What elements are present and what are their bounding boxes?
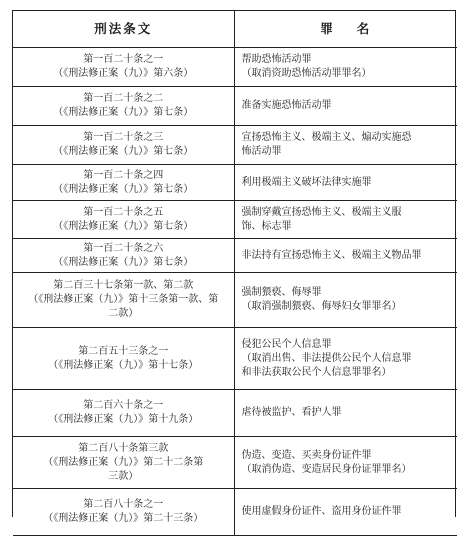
article-cell xyxy=(13,273,234,328)
crime-text-line: 虐待被监护、看护人罪 xyxy=(241,407,342,418)
table-row xyxy=(13,201,457,239)
article-text-line: （《刑法修正案（九）》第二十二条第 xyxy=(43,456,204,468)
table-row xyxy=(13,328,457,390)
article-text-line: 第二百六十条之一 xyxy=(83,400,164,411)
article-text-line: 第一百二十条之一 xyxy=(83,54,164,65)
crime-table-frame xyxy=(12,10,456,524)
article-text-line: 第二百八十条第三款 xyxy=(78,442,169,454)
article-text-line: 第一百二十条之四 xyxy=(83,169,164,181)
crime-cell xyxy=(234,239,457,273)
crime-text-line: （取消资助恐怖活动罪罪名） xyxy=(241,68,372,79)
table-row xyxy=(13,390,457,437)
article-cell xyxy=(13,126,234,165)
crime-cell xyxy=(234,126,457,165)
crime-text-line: （取消出售、非法提供公民个人信息罪 xyxy=(241,352,412,364)
article-text-line: 三款） xyxy=(108,470,139,482)
crime-cell xyxy=(234,165,457,201)
article-cell xyxy=(13,201,234,239)
table-row xyxy=(13,126,457,165)
article-text-line: （《刑法修正案（九）》第七条） xyxy=(53,183,194,195)
article-cell xyxy=(13,390,234,437)
article-cell xyxy=(13,239,234,273)
crime-cell xyxy=(234,87,457,126)
article-text-line: （《刑法修正案（九）》第七条） xyxy=(53,146,194,157)
crime-text-line: 伪造、变造、买卖身份证件罪 xyxy=(241,449,372,461)
article-text-line: （《刑法修正案（九）》第二十三条） xyxy=(43,513,204,524)
article-text-line: 第一百二十条之五 xyxy=(83,206,164,218)
table-row xyxy=(13,165,457,201)
article-text-line: （《刑法修正案（九）》第十九条） xyxy=(48,414,199,425)
crime-cell xyxy=(234,489,457,536)
table-row xyxy=(13,273,457,328)
crime-cell xyxy=(234,328,457,390)
header-crime xyxy=(234,11,457,48)
article-text-line: 第二百三十七条第一款、第二款 xyxy=(53,280,194,291)
article-text-line: （《刑法修正案（九）》第六条） xyxy=(53,68,194,79)
crime-text-line: 和非法获取公民个人信息罪罪名） xyxy=(241,366,392,378)
crime-text-line: 怖活动罪 xyxy=(241,146,282,157)
article-text-line: （《刑法修正案（九）》第十七条） xyxy=(48,359,199,371)
crime-text-line: 非法持有宣扬恐怖主义、极端主义物品罪 xyxy=(241,249,422,261)
header-crime-part2: 名 xyxy=(356,21,372,36)
table-row xyxy=(13,239,457,273)
crime-cell xyxy=(234,273,457,328)
crime-text-line: 强制穿戴宣扬恐怖主义、极端主义服 xyxy=(241,206,402,218)
crime-text-line: （取消强制猥亵、侮辱妇女罪罪名） xyxy=(241,301,402,312)
article-cell xyxy=(13,48,234,87)
crime-text-line: 准备实施恐怖活动罪 xyxy=(241,100,332,111)
crime-cell xyxy=(234,390,457,437)
article-cell xyxy=(13,165,234,201)
article-text-line: （《刑法修正案（九）》第七条） xyxy=(53,256,194,268)
header-crime-part1: 罪 xyxy=(320,21,335,36)
table-header-row xyxy=(13,11,457,48)
article-cell xyxy=(13,489,234,536)
crime-text-line: 利用极端主义破坏法律实施罪 xyxy=(241,176,372,188)
article-text-line: （《刑法修正案（九）》第七条） xyxy=(53,220,194,232)
article-cell xyxy=(13,437,234,489)
crime-cell xyxy=(234,201,457,239)
article-cell xyxy=(13,328,234,390)
article-text-line: 第一百二十条之三 xyxy=(83,132,164,143)
article-text-line: 二款） xyxy=(108,308,139,319)
crime-cell xyxy=(234,48,457,87)
article-text-line: 第一百二十条之六 xyxy=(83,242,164,254)
crime-text-line: （取消伪造、变造居民身份证罪罪名） xyxy=(241,463,412,475)
article-text-line: 第一百二十条之二 xyxy=(83,93,164,104)
table-body xyxy=(13,48,457,536)
crime-text-line: 饰、标志罪 xyxy=(241,220,292,232)
crime-text-line: 强制猥亵、侮辱罪 xyxy=(241,287,322,298)
table-row xyxy=(13,437,457,489)
article-text-line: （《刑法修正案（九）》第七条） xyxy=(53,107,194,118)
table-row xyxy=(13,489,457,536)
table-row xyxy=(13,87,457,126)
crime-text-line: 宣扬恐怖主义、极端主义、煽动实施恐 xyxy=(241,132,412,143)
header-article: 刑法条文 xyxy=(13,11,234,48)
crime-text-line: 使用虚假身份证件、盗用身份证件罪 xyxy=(241,506,402,517)
article-text-line: （《刑法修正案（九）》第十三条第一款、第 xyxy=(28,294,219,305)
crime-cell xyxy=(234,437,457,489)
article-cell xyxy=(13,87,234,126)
article-text-line: 第二百八十条之一 xyxy=(83,499,164,510)
table-row xyxy=(13,48,457,87)
crime-text-line: 帮助恐怖活动罪 xyxy=(241,54,312,65)
article-text-line: 第二百五十三条之一 xyxy=(78,345,169,357)
crime-text-line: 侵犯公民个人信息罪 xyxy=(241,338,332,350)
crime-table xyxy=(13,11,457,536)
